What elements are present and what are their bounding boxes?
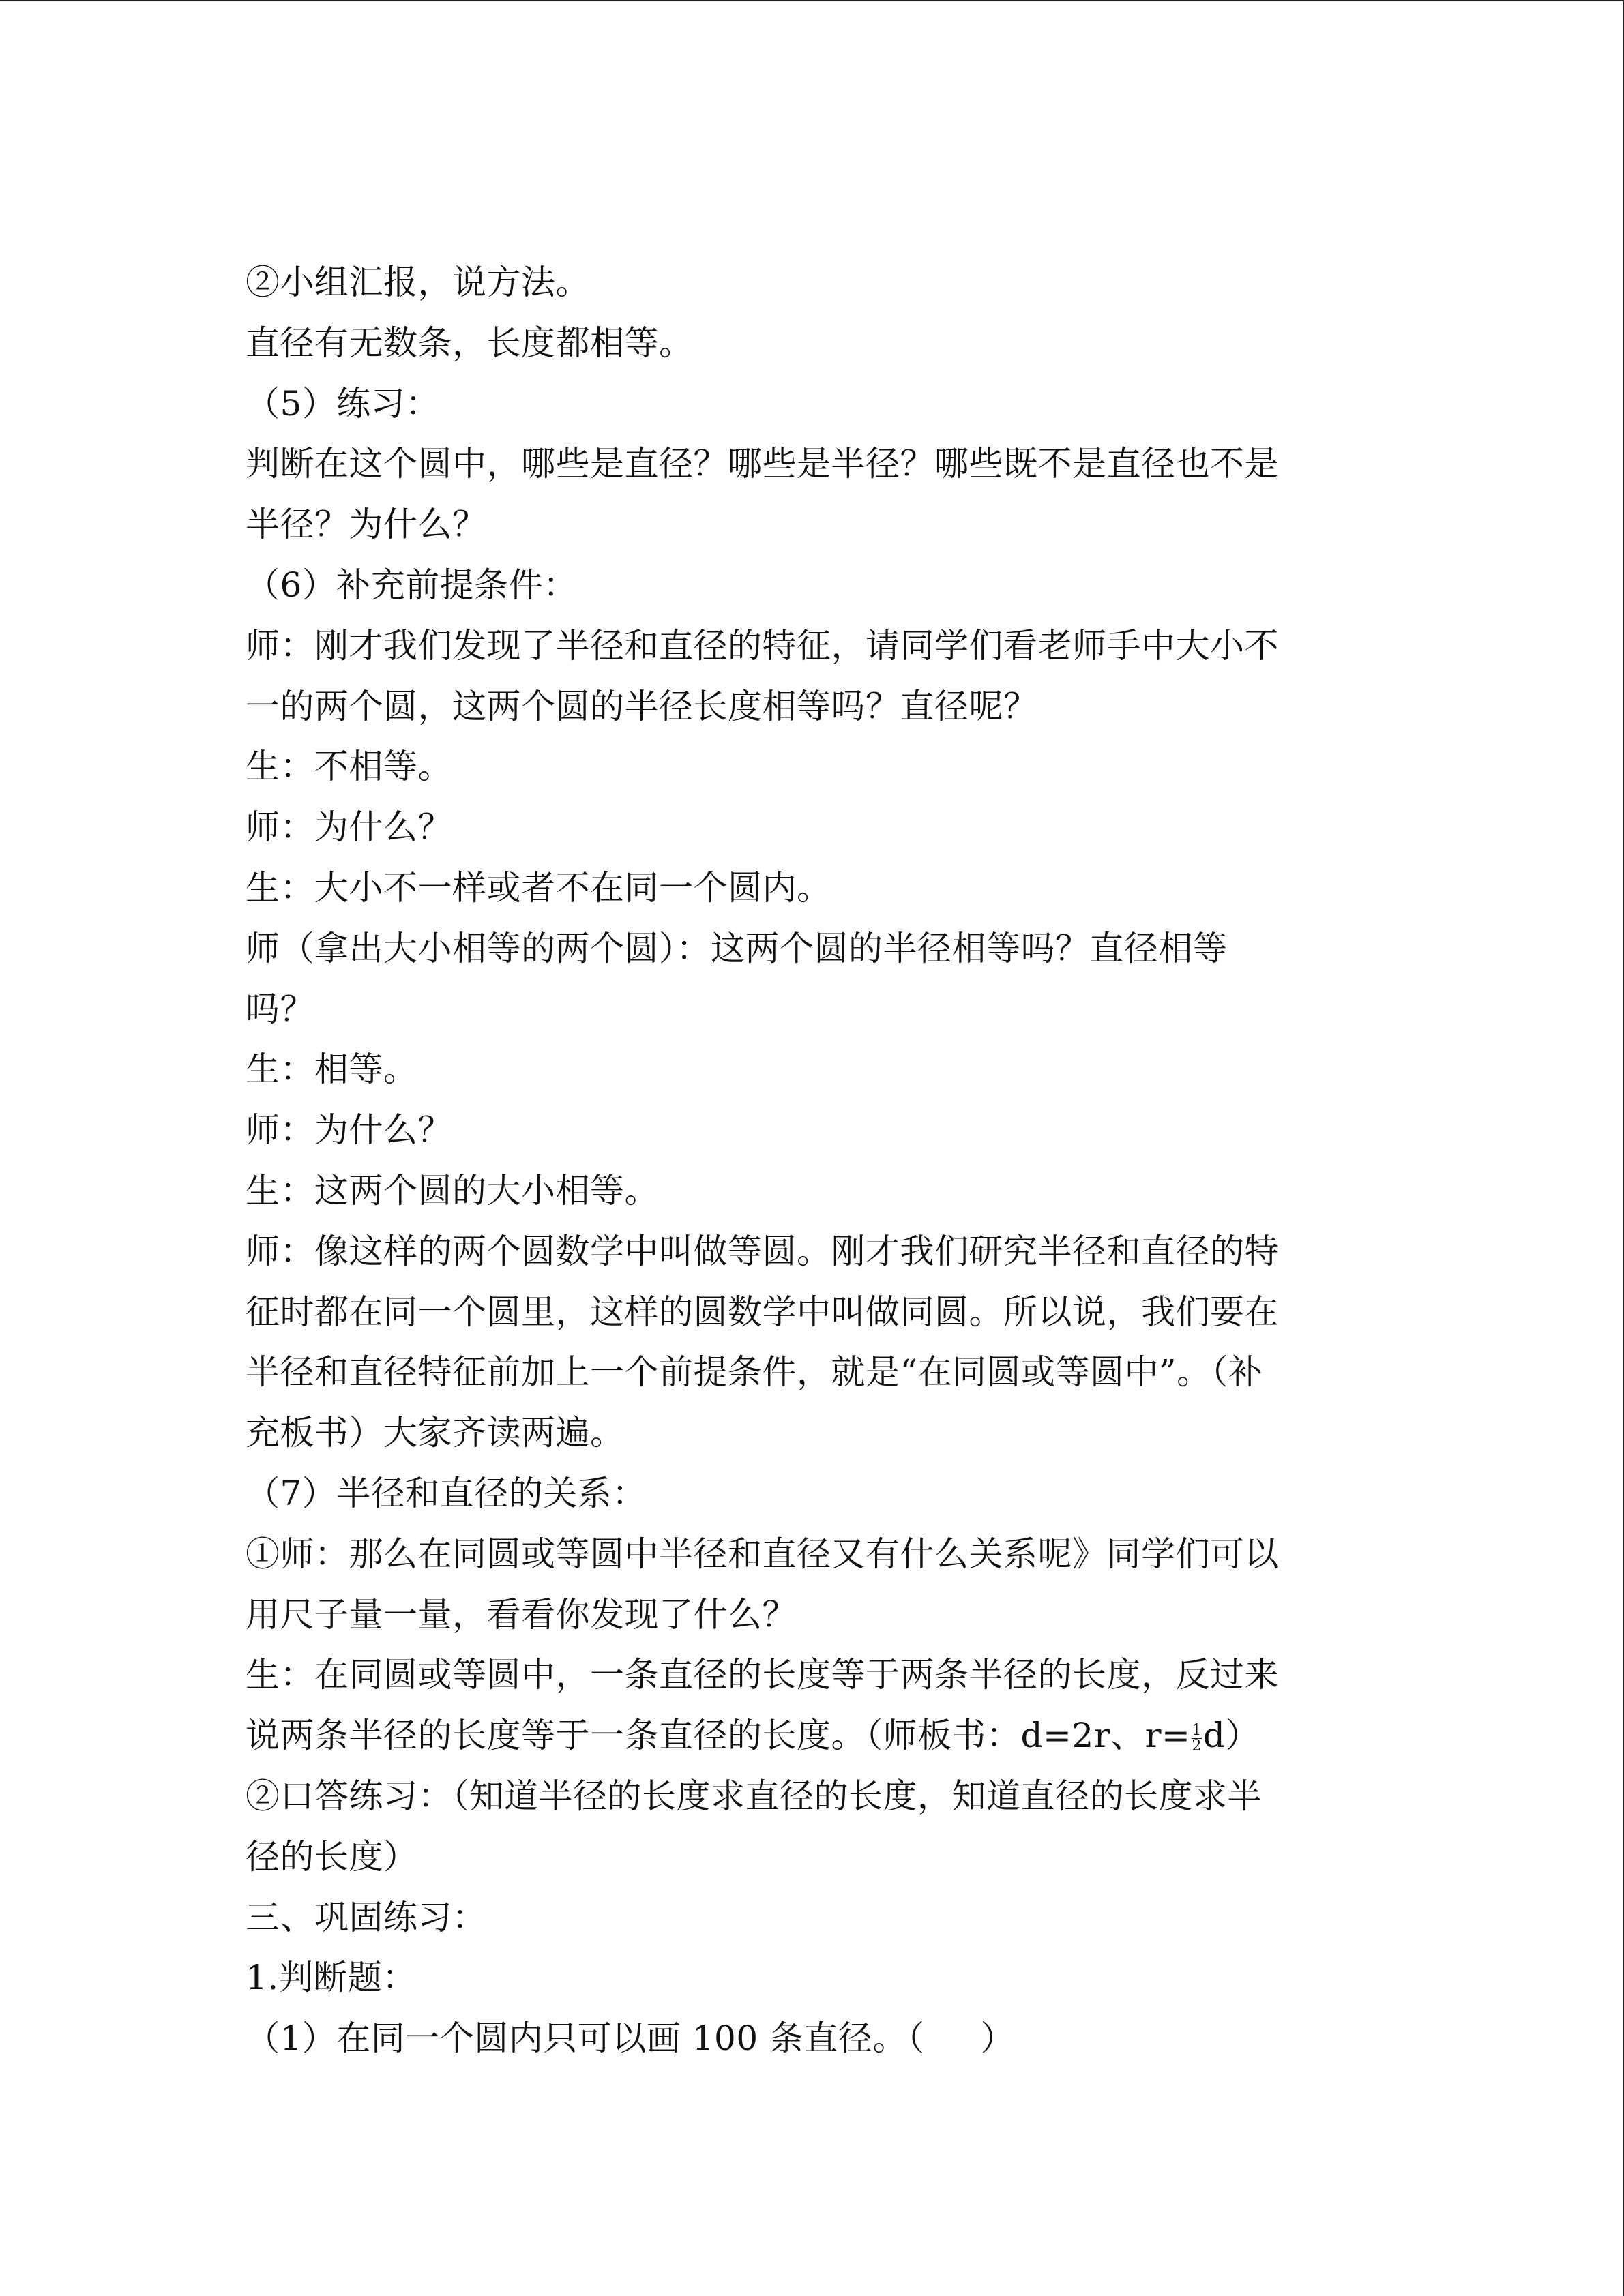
text-line: ②小组汇报，说方法。 <box>246 263 590 302</box>
text-line: 生：大小不一样或者不在同一个圆内。 <box>246 867 831 908</box>
text-line: 1.判断题： <box>246 1958 417 1998</box>
document-body <box>246 252 1405 2069</box>
formula-prefix: 说两条半径的长度等于一条直径的长度。（师板书：d=2r、r= <box>246 1716 1191 1756</box>
text-line: 生：在同圆或等圆中，一条直径的长度等于两条半径的长度，反过来 <box>246 1655 1279 1695</box>
text-line: （1）在同一个圆内只可以画 100 条直径。（ ） <box>246 2018 1016 2059</box>
text-line: （6）补充前提条件： <box>246 565 578 605</box>
text-line: ②口答练习：（知道半径的长度求直径的长度，知道直径的长度求半 <box>246 1776 1262 1816</box>
text-line: 师：像这样的两个圆数学中叫做等圆。刚才我们研究半径和直径的特 <box>246 1231 1279 1271</box>
text-line: 师：为什么？ <box>246 807 452 848</box>
text-line: 充板书）大家齐读两遍。 <box>246 1413 625 1453</box>
text-line: 生：这两个圆的大小相等。 <box>246 1170 659 1210</box>
text-line: 半径？为什么？ <box>246 505 487 545</box>
section-heading: 三、巩固练习： <box>246 1897 487 1937</box>
text-line: （7）半径和直径的关系： <box>246 1473 647 1513</box>
fraction-one-half <box>1192 1723 1202 1754</box>
text-line: 径的长度） <box>246 1836 418 1877</box>
text-line: 直径有无数条，长度都相等。 <box>246 323 694 363</box>
text-line: 师：刚才我们发现了半径和直径的特征，请同学们看老师手中大小不 <box>246 625 1279 666</box>
fraction-numerator: 1 <box>1192 1721 1202 1739</box>
text-line: 生：不相等。 <box>246 747 452 787</box>
text-line: 一的两个圆，这两个圆的半径长度相等吗？直径呢？ <box>246 686 1038 726</box>
text-line: 征时都在同一个圆里，这样的圆数学中叫做同圆。所以说，我们要在 <box>246 1292 1279 1332</box>
text-line: ①师：那么在同圆或等圆中半径和直径又有什么关系呢》同学们可以 <box>246 1534 1279 1574</box>
text-line: 生：相等。 <box>246 1049 418 1090</box>
text-line: 师：为什么？ <box>246 1110 452 1150</box>
fraction-denominator: 2 <box>1192 1737 1202 1755</box>
text-line: 判断在这个圆中，哪些是直径？哪些是半径？哪些既不是直径也不是 <box>246 444 1279 484</box>
formula-line <box>246 1705 1405 1766</box>
text-line: 半径和直径特征前加上一个前提条件，就是“在同圆或等圆中”。（补 <box>246 1352 1263 1392</box>
text-line: （5）练习： <box>246 383 440 423</box>
text-line: 师（拿出大小相等的两个圆）：这两个圆的半径相等吗？直径相等 <box>246 928 1228 968</box>
formula-suffix: d） <box>1202 1716 1260 1756</box>
text-line: 用尺子量一量，看看你发现了什么？ <box>246 1594 797 1635</box>
text-line: 吗？ <box>246 989 314 1029</box>
